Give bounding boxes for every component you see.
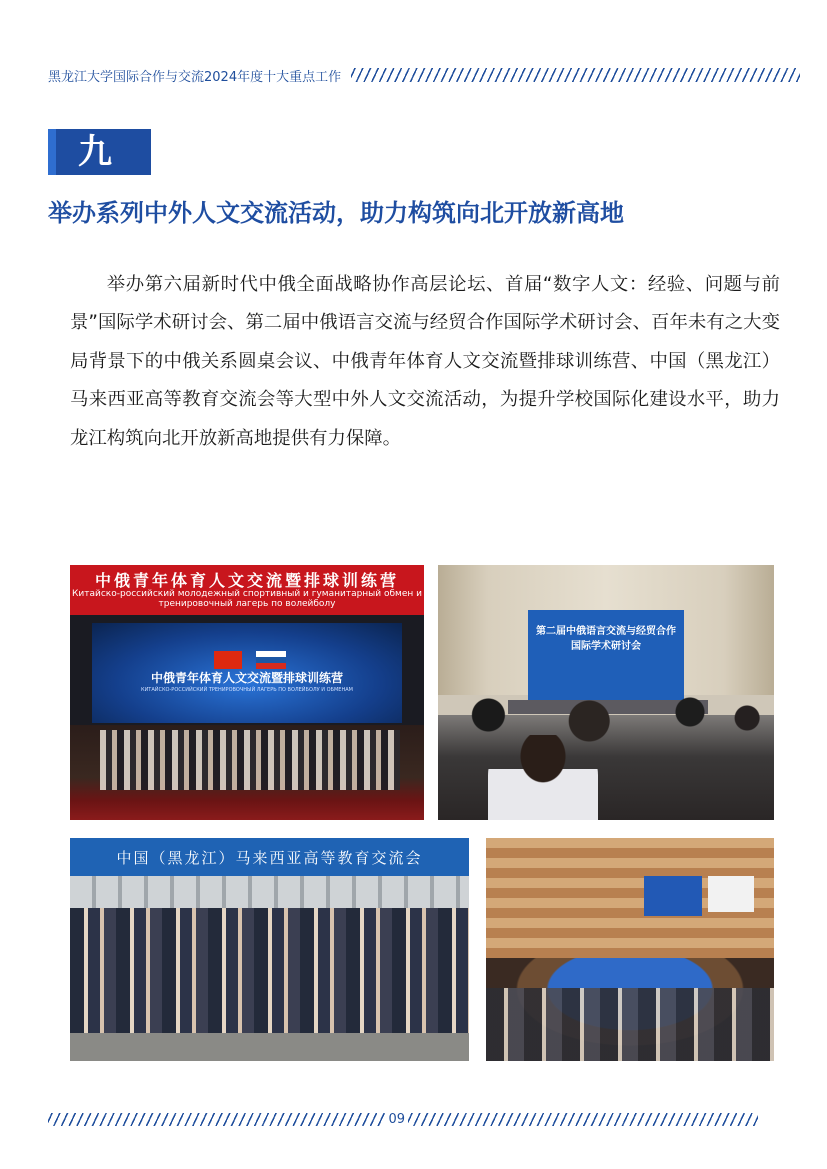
- group-of-participants: [100, 730, 400, 790]
- header-slash-decoration: [351, 68, 800, 82]
- banner-russian-text: Китайско-российский молодежный спортивный и гуманитарный обмен и тренировочный лагерь по волейболу: [72, 589, 422, 609]
- section-number-badge: [48, 129, 151, 175]
- audience-heads: [438, 685, 774, 745]
- china-flag-icon: [214, 651, 242, 669]
- badge-accent-stripe: [48, 129, 56, 175]
- meeting-screen-right: [708, 876, 754, 912]
- russia-flag-icon: [256, 651, 286, 669]
- page-header: [48, 62, 800, 88]
- photo-roundtable-meeting: [486, 838, 774, 1061]
- photo-academic-seminar: [438, 565, 774, 820]
- photo-volleyball-camp: [70, 565, 424, 820]
- banner-text: 中国（黑龙江）马来西亚高等教育交流会: [116, 849, 423, 867]
- photo-banner: [70, 838, 469, 876]
- footer-slash-decoration-right: [408, 1113, 758, 1126]
- foreground-attendee: [488, 735, 598, 820]
- section-number: 九: [78, 132, 112, 172]
- page-number: 09: [388, 1111, 405, 1127]
- screen-russian-text: КИТАЙСКО-РОССИЙСКИЙ ТРЕНИРОВОЧНЫЙ ЛАГЕРЬ ПО ВОЛЕЙБОЛУ И ОБМЕНАМ: [141, 687, 353, 693]
- screen-title-line2: 国际学术研讨会: [571, 641, 641, 652]
- banner-chinese-text: 中俄青年体育人文交流暨排球训练营: [94, 571, 399, 590]
- screen-chinese-text: 中俄青年体育人文交流暨排球训练营: [150, 671, 343, 685]
- section-title: 举办系列中外人文交流活动，助力构筑向北开放新高地: [48, 199, 624, 227]
- screen-title-line1: 第二届中俄语言交流与经贸合作: [536, 626, 676, 637]
- photo-banner: [70, 565, 424, 615]
- seated-participants: [486, 988, 774, 1061]
- page-footer: [48, 1110, 758, 1128]
- meeting-screen-left: [644, 876, 702, 916]
- running-title: 黑龙江大学国际合作与交流2024年度十大重点工作: [48, 69, 342, 85]
- photo-malaysia-exchange: [70, 838, 469, 1061]
- footer-slash-decoration-left: [48, 1113, 385, 1126]
- stone-steps: [70, 1033, 469, 1061]
- section-body-paragraph: 举办第六届新时代中俄全面战略协作高层论坛、首届“数字人文：经验、问题与前景”国际学术研讨会、第二届中俄语言交流与经贸合作国际学术研讨会、百年未有之大变局背景下的中俄关系圆桌会议、中俄青年体育人文交流暨排球训练营、中国（黑龙江）马来西亚高等教育交流会等大型中外人文交流活动，为提升学校国际化建设水平，助力龙江构筑向北开放新高地提供有力保障。: [70, 274, 780, 449]
